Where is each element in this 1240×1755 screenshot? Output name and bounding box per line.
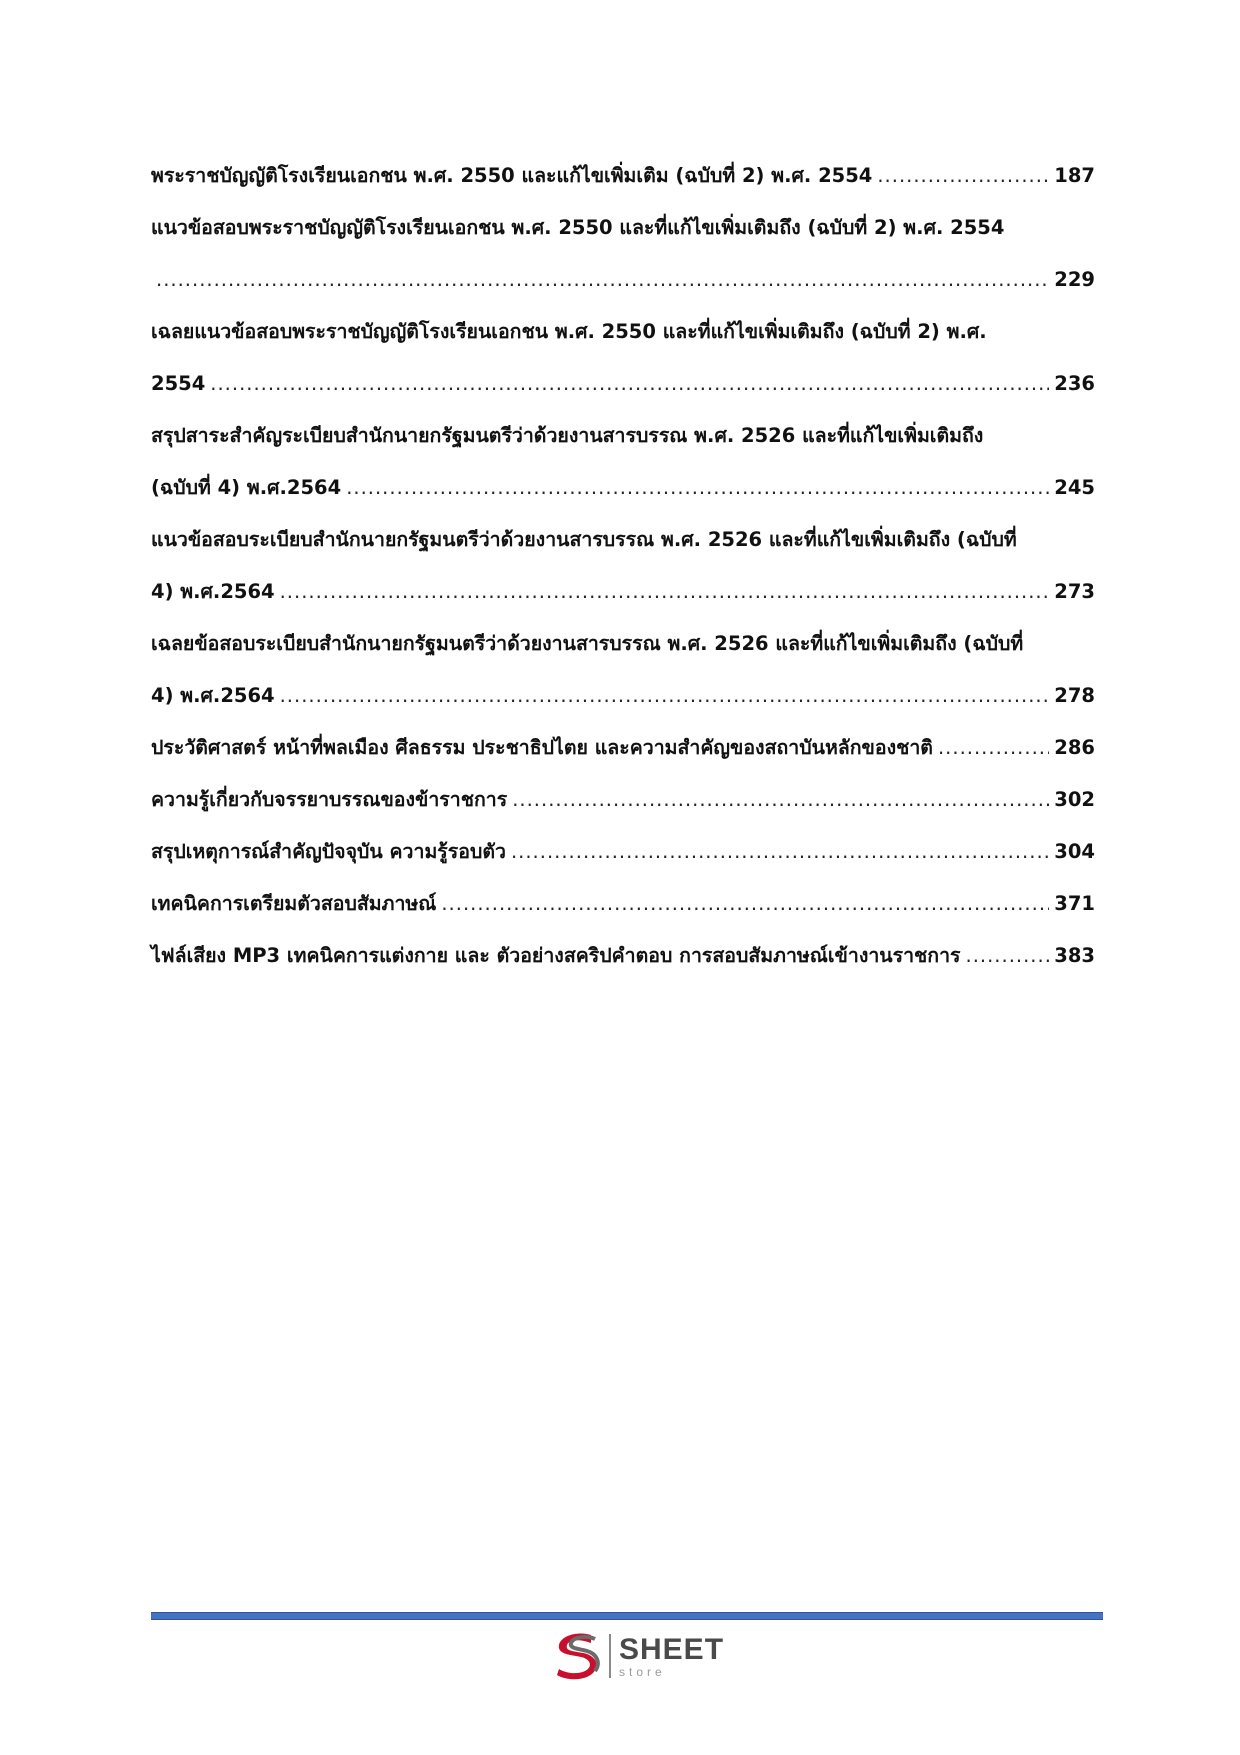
logo-separator	[609, 1634, 611, 1678]
toc-entry-title-cont: 2554	[151, 372, 206, 395]
toc-page-number: 371	[1054, 892, 1095, 915]
toc-entry-title: เทคนิคการเตรียมตัวสอบสัมภาษณ์	[151, 892, 437, 915]
toc-entry[interactable]	[151, 930, 1095, 982]
dot-leader	[156, 254, 1049, 306]
toc-entry[interactable]	[151, 306, 1095, 410]
toc-page-number: 229	[1054, 268, 1095, 291]
toc-entry-title: เฉลยข้อสอบระเบียบสำนักนายกรัฐมนตรีว่าด้วยงานสารบรรณ พ.ศ. 2526 และที่แก้ไขเพิ่มเติมถึง (ฉบับที่	[151, 632, 1024, 655]
toc-page-number: 278	[1054, 684, 1095, 707]
toc-page-number: 245	[1054, 476, 1095, 499]
toc-entry-title-cont: 4) พ.ศ.2564	[151, 684, 275, 707]
dot-leader	[280, 566, 1050, 618]
toc-page-number: 304	[1054, 840, 1095, 863]
toc-entry[interactable]	[151, 878, 1095, 930]
toc-entry-title: แนวข้อสอบระเบียบสำนักนายกรัฐมนตรีว่าด้วยงานสารบรรณ พ.ศ. 2526 และที่แก้ไขเพิ่มเติมถึง (ฉบับที่	[151, 528, 1017, 551]
toc-entry-title: ความรู้เกี่ยวกับจรรยาบรรณของข้าราชการ	[151, 788, 508, 811]
sheet-store-logo-icon	[551, 1629, 603, 1683]
toc-entry-title: เฉลยแนวข้อสอบพระราชบัญญัติโรงเรียนเอกชน พ.ศ. 2550 และที่แก้ไขเพิ่มเติมถึง (ฉบับที่ 2) พ.ศ.	[151, 320, 987, 343]
toc-entry[interactable]	[151, 722, 1095, 774]
dot-leader	[877, 150, 1049, 202]
toc-entry[interactable]	[151, 618, 1095, 722]
toc-page-number: 302	[1054, 788, 1095, 811]
dot-leader	[512, 774, 1049, 826]
footer-divider	[151, 1612, 1103, 1620]
dot-leader	[441, 878, 1049, 930]
table-of-contents	[151, 150, 1095, 982]
toc-page-number: 236	[1054, 372, 1095, 395]
dot-leader	[280, 670, 1050, 722]
toc-page-number: 383	[1054, 944, 1095, 967]
toc-entry[interactable]	[151, 774, 1095, 826]
toc-entry-title: สรุปเหตุการณ์สำคัญปัจจุบัน ความรู้รอบตัว	[151, 840, 506, 863]
toc-entry-title-cont: 4) พ.ศ.2564	[151, 580, 275, 603]
toc-entry-title: สรุปสาระสำคัญระเบียบสำนักนายกรัฐมนตรีว่าด้วยงานสารบรรณ พ.ศ. 2526 และที่แก้ไขเพิ่มเติมถึง	[151, 424, 984, 447]
dot-leader	[511, 826, 1049, 878]
dot-leader	[210, 358, 1049, 410]
toc-page-number: 273	[1054, 580, 1095, 603]
toc-entry[interactable]	[151, 826, 1095, 878]
dot-leader	[966, 930, 1050, 982]
dot-leader	[938, 722, 1049, 774]
logo-word: SHEET	[619, 1632, 725, 1666]
sheet-store-logo	[551, 1628, 724, 1684]
toc-entry-title: พระราชบัญญัติโรงเรียนเอกชน พ.ศ. 2550 และแก้ไขเพิ่มเติม (ฉบับที่ 2) พ.ศ. 2554	[151, 164, 873, 187]
toc-entry[interactable]	[151, 410, 1095, 514]
toc-entry-title: ประวัติศาสตร์ หน้าที่พลเมือง ศีลธรรม ประชาธิปไตย และความสำคัญของสถาบันหลักของชาติ	[151, 736, 933, 759]
toc-page-number: 286	[1054, 736, 1095, 759]
toc-entry-title: ไฟล์เสียง MP3 เทคนิคการแต่งกาย และ ตัวอย่างสคริปคำตอบ การสอบสัมภาษณ์เข้างานราชการ	[151, 944, 961, 967]
toc-entry[interactable]	[151, 150, 1095, 202]
toc-entry-title-cont: (ฉบับที่ 4) พ.ศ.2564	[151, 476, 342, 499]
dot-leader	[346, 462, 1049, 514]
toc-entry[interactable]	[151, 514, 1095, 618]
toc-entry[interactable]	[151, 202, 1095, 306]
toc-page-number: 187	[1054, 164, 1095, 187]
toc-entry-title: แนวข้อสอบพระราชบัญญัติโรงเรียนเอกชน พ.ศ. 2550 และที่แก้ไขเพิ่มเติมถึง (ฉบับที่ 2) พ.ศ. 2554	[151, 216, 1005, 239]
logo-subword: store	[619, 1664, 666, 1679]
logo-wordmark	[619, 1632, 725, 1679]
